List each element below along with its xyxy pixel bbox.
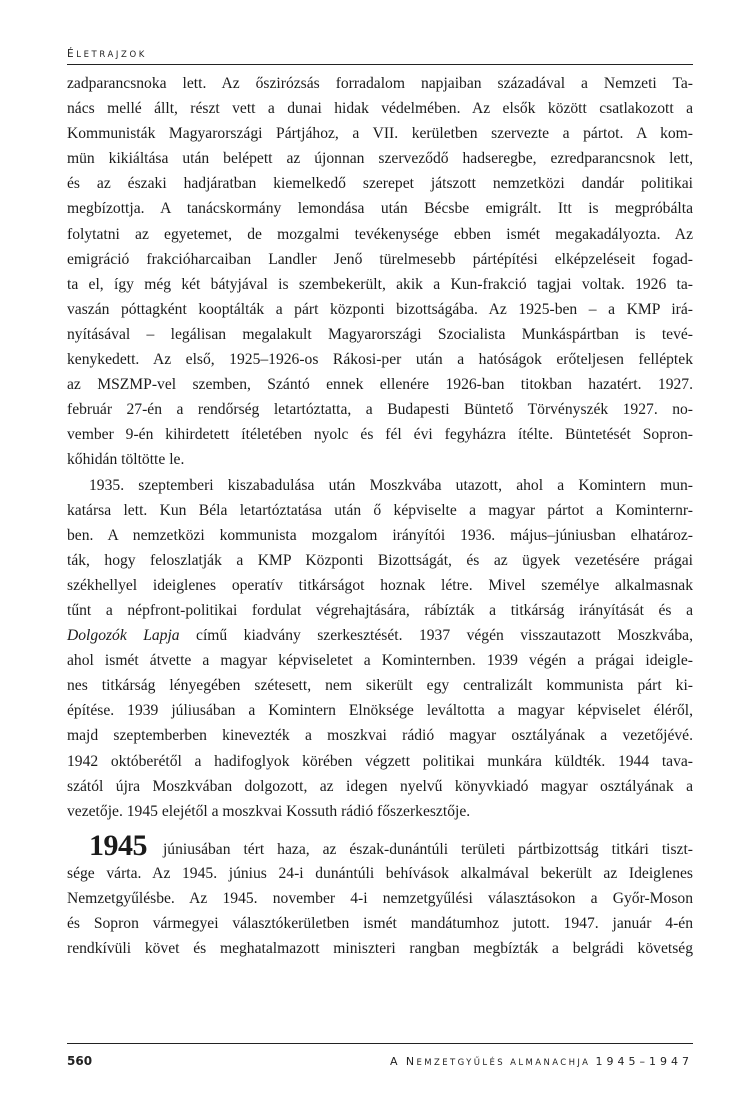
text-line: székhellyel ideiglenes operatív titkárságot hoznak létre. Mivel személye alkalmasnak (67, 576, 693, 594)
text-line: nes titkárság lényegében szétesett, nem sikerült egy centralizált kommunista párt ki- (67, 677, 693, 695)
text-line: folytatni az egyetemet, de mozgalmi tevékenysége ebben ismét megakadályozta. Az (67, 225, 693, 243)
text-line: ta el, így még két bátyjával is szembekerült, akik a Kun-frakció tagjai voltak. 1926 ta- (67, 275, 693, 293)
running-head-rest: LETRAJZOK (76, 50, 147, 60)
text-line: Nemzetgyűlésbe. Az 1945. november 4-i nemzetgyűlési választásokon a Győr-Moson (67, 890, 693, 907)
running-foot-years: 1945–1947 (595, 1055, 693, 1068)
running-head (67, 48, 147, 60)
text-line: ahol ismét átvette a magyar képviseletet a Kominternben. 1939 végén a prágai ideigle- (67, 652, 693, 670)
text-line: kőhidán töltötte le. (67, 451, 185, 469)
section-year: 1945 (89, 828, 147, 862)
publication-title: Dolgozók Lapja (67, 627, 180, 645)
running-head-initial: É (67, 48, 77, 60)
text-line: és Sopron vármegyei választókerületben ismét mandátumhoz jutott. 1947. január 4-én (67, 915, 693, 933)
text-line: és az északi hadjáratban kiemelkedő szerepet játszott nemzetközi dandár politikai (67, 175, 693, 193)
text-line: sége várta. Az 1945. június 24-i dunántúli behívások alkalmával bekerült az Ideiglenes (67, 864, 693, 882)
text-line: 1942 októberétől a hadifoglyok körében végzett politikai munkára küldték. 1944 tava- (67, 752, 693, 770)
paragraph-1 (67, 71, 693, 473)
text-fragment: című kiadvány szerkesztését. 1937 végén visszautazott Moszkvába, (179, 627, 693, 645)
text-line: szától újra Moszkvában dolgozott, az idegen nyelvű könyvkiadó magyar osztályának a (67, 777, 693, 795)
paragraph-3 (67, 828, 693, 961)
text-line: építése. 1939 júliusában a Komintern Elnöksége leváltotta a magyar képviselet éléről, (67, 702, 693, 720)
text-line: Kommunisták Magyarországi Pártjához, a VII. kerületben szervezte a pártot. A kom- (67, 125, 693, 143)
text-line: tűnt a népfront-politikai fordulat végrehajtására, rábízták a titkárság irányítását és a (67, 601, 693, 619)
text-line: 1935. szeptemberi kiszabadulása után Moszkvába utazott, ahol a Komintern mun- (89, 476, 693, 494)
body-text (67, 71, 693, 961)
text-line: ben. A nemzetközi kommunista mozgalom irányítói 1936. május–júniusban elhatároz- (67, 526, 693, 544)
text-line: emigráció frakcióharcaiban Landler Jenő türelmesebb pártépítési elképzeléseit fogad- (67, 250, 693, 268)
header-rule (67, 64, 693, 65)
text-line: az MSZMP-vel szemben, Szántó ennek ellenére 1926-ban titokban hazatért. 1927. (67, 376, 693, 394)
text-line: nács mellé állt, részt vett a dunai hidak védelmében. Az elsők között csatlakozott a (67, 100, 693, 118)
section-gap (67, 824, 693, 836)
running-foot-rest: EMZETGYŰLÉS ALMANACHJA (416, 1058, 596, 1068)
text-line: majd szeptemberben kinevezték a moszkvai rádió magyar osztályának a vezetőjévé. (67, 727, 693, 745)
running-foot-n: N (405, 1055, 417, 1068)
text-line: zadparancsnoka lett. Az őszirózsás forradalom napjaiban századával a Nemzeti Ta- (67, 75, 693, 92)
text-line: kenykedett. Az első, 1925–1926-os Rákosi-per után a hatóságok erőteljesen felléptek (67, 351, 693, 369)
text-line: rendkívüli követ és meghatalmazott miniszteri rangban megbízták a belgrádi követség (67, 940, 693, 958)
paragraph-2 (67, 473, 693, 824)
running-foot (390, 1055, 693, 1068)
text-line: február 27-én a rendőrség letartóztatta, a Budapesti Büntető Törvényszék 1927. no- (67, 401, 693, 419)
text-line: vember 9-én kihirdetett ítéletében nyolc és fél évi fegyházra ítélte. Büntetését Sopron- (67, 426, 693, 444)
running-foot-a: A (390, 1055, 406, 1068)
text-line: megbízottja. A tanácskormány lemondása után Bécsbe emigrált. Itt is megpróbálta (67, 200, 693, 218)
text-fragment: júniusában tért haza, az észak-dunántúli területi pártbizottság titkári tiszt- (150, 840, 693, 858)
text-line-with-title (67, 623, 693, 648)
page-number: 560 (67, 1054, 93, 1068)
book-page (67, 0, 693, 1112)
footer-rule (67, 1043, 693, 1044)
text-line: vaszán póttagként kooptálták a párt központi bizottságába. Az 1925-ben – a KMP irá- (67, 300, 693, 318)
text-line: ták, hogy feloszlatják a KMP Központi Bizottságát, és az ügyek vezetésére prágai (67, 551, 693, 569)
text-line: vezetője. 1945 elejétől a moszkvai Kossuth rádió főszerkesztője. (67, 802, 471, 820)
text-line: katársa lett. Kun Béla letartóztatása után ő képviselte a magyar pártot a Kominternr- (67, 501, 693, 519)
text-line-with-year (67, 828, 693, 862)
text-line: nyításával – legálisan megalakult Magyarországi Szocialista Munkáspártban is tevé- (67, 325, 693, 343)
text-line: mün kikiáltása után belépett az újonnan szerveződő hadseregbe, ezredparancsnok lett, (67, 150, 693, 168)
